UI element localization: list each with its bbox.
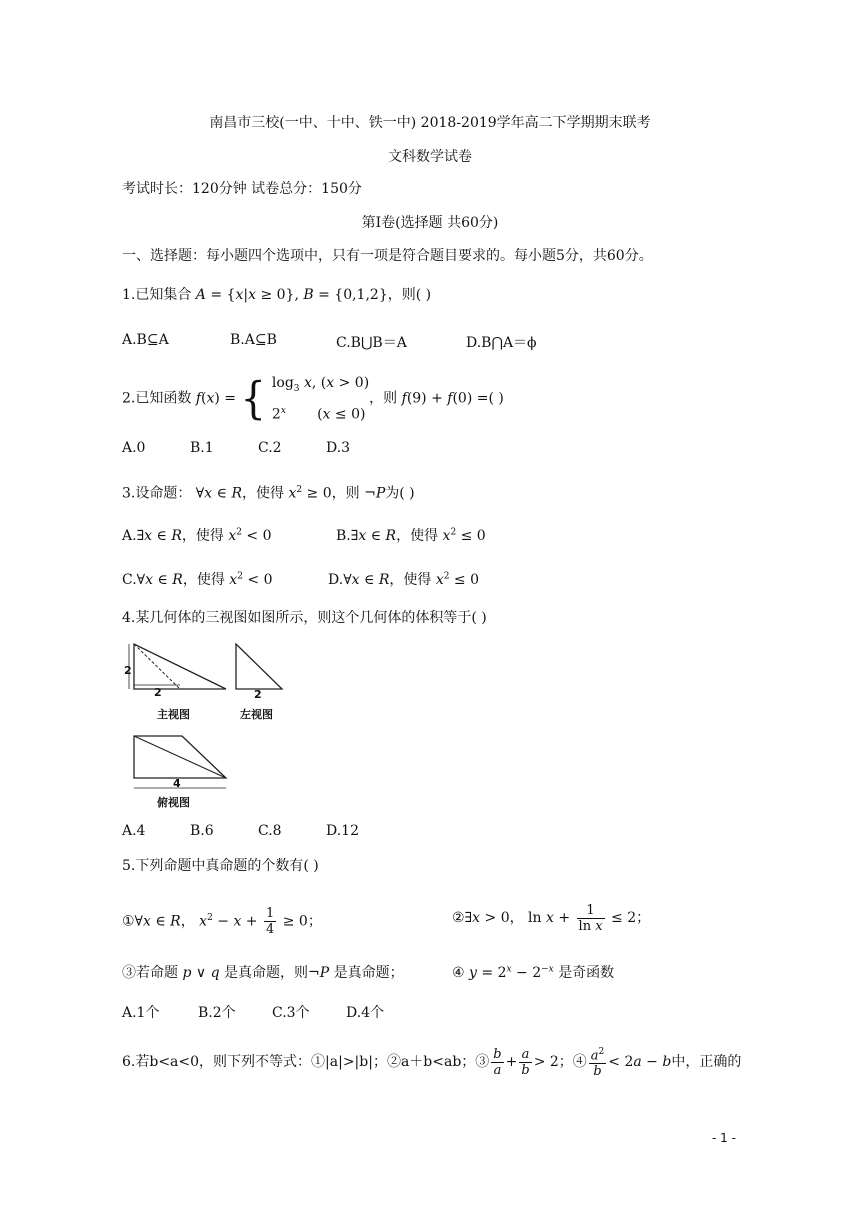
q2-option-c: C.2	[258, 440, 282, 456]
question-3: 3.设命题： ∀x ∈ R，使得 $x^2 \ge 0$，则 ¬P为( )	[122, 485, 415, 502]
caption-top-view: 俯视图	[157, 796, 190, 809]
q3-tail: 为( )	[385, 485, 415, 502]
q1-option-b: B.A⊆B	[230, 332, 277, 348]
q5-item-3: ③若命题 p ∨ q 是真命题，则¬P 是真命题；	[122, 965, 404, 981]
q5-option-b: B.2个	[198, 1005, 236, 1021]
question-6: 6.若b<a<0，则下列不等式：①|a|>|b|；②a＋b<ab；③ $\frac{b}{a}$ + $\frac{a}{b}$ > 2；④ $\frac{a^2}{b}$ < 2a − b中，正确的	[122, 1046, 742, 1080]
page-number: - 1 -	[712, 1131, 736, 1145]
q2-cases: $\log_3 x$, (x > 0) 2$^x$ (x ≤ 0)	[271, 375, 370, 423]
q1-prefix: 1.已知集合	[122, 287, 192, 303]
q3-option-c: C.∀x ∈ R，使得 $x^2 < 0$	[122, 571, 273, 588]
three-view-figure	[122, 638, 292, 813]
q2-option-d: D.3	[326, 440, 351, 456]
q1-set-formula: A	[191, 287, 206, 303]
section-heading: 第Ⅰ卷(选择题 共60分)	[361, 215, 499, 231]
front-view	[129, 644, 226, 689]
q1-suffix: ，则( )	[387, 287, 432, 303]
q2-option-b: B.1	[190, 440, 214, 456]
question-2: 2.已知函数 f(x) = { $\log_3 x$, (x > 0) 2$^x$ (x ≤ 0) ，则 f(9) + f(0) =( )	[122, 373, 504, 425]
question-4: 4.某几何体的三视图如图所示，则这个几何体的体积等于( )	[122, 610, 487, 626]
dim-top-width: 4	[173, 777, 181, 790]
caption-side-view: 左视图	[240, 708, 273, 721]
q3-option-d: D.∀x ∈ R，使得 $x^2 \le 0$	[328, 571, 479, 588]
q5-item-1: ①∀x ∈ R， $x^2 - x$ + $\frac{1}{4}$ ≥ 0；	[122, 906, 322, 938]
q4-option-c: C.8	[258, 823, 282, 839]
q3-option-b: B.∃x ∈ R，使得 $x^2 \le 0$	[336, 527, 486, 544]
question-5: 5.下列命题中真命题的个数有( )	[122, 858, 319, 874]
dim-side-width: 2	[254, 688, 262, 701]
q3-option-a: A.∃x ∈ R，使得 $x^2 < 0$	[122, 527, 272, 544]
q2-prefix: 2.已知函数	[122, 390, 192, 407]
q4-option-d: D.12	[326, 823, 359, 839]
side-view	[236, 644, 282, 689]
q5-item-4: ④ $y = 2^x - 2^{-x}$ 是奇函数	[452, 964, 615, 981]
q2-suffix: ，则	[369, 390, 398, 407]
q1-option-c: C.B⋃B＝A	[336, 335, 407, 351]
question-1: 1.已知集合 A = {x|x ≥ 0}, B = {0,1,2}，则( )	[122, 287, 432, 303]
q2-function: f	[195, 390, 201, 407]
q5-item-2: ②∃x > 0， ln x + $\frac{1}{\text{ln x}}$ ≤ 2；	[452, 902, 651, 934]
q1-option-a: A.B⊆A	[122, 332, 169, 348]
q3-suffix: ，则	[331, 485, 360, 502]
q2-tail: ( )	[488, 390, 504, 407]
q5-option-a: A.1个	[122, 1005, 160, 1021]
q3-mid: ，使得	[241, 485, 284, 502]
q3-prefix: 3.设命题：	[122, 485, 192, 502]
dim-front-width: 2	[154, 686, 162, 699]
exam-info: 考试时长：120分钟 试卷总分：150分	[122, 181, 362, 197]
q4-option-b: B.6	[190, 823, 214, 839]
caption-front-view: 主视图	[157, 708, 190, 721]
q5-option-c: C.3个	[272, 1005, 310, 1021]
q5-option-d: D.4个	[346, 1005, 385, 1021]
exam-title: 南昌市三校(一中、十中、铁一中) 2018-2019学年高二下学期期末联考	[209, 115, 651, 131]
q2-brace: {	[240, 373, 266, 425]
q2-option-a: A.0	[122, 440, 146, 456]
q1-option-d: D.B⋂A＝ϕ	[466, 335, 537, 351]
instructions: 一、选择题：每小题四个选项中，只有一项是符合题目要求的。每小题5分，共60分。	[122, 248, 653, 264]
dim-front-height: 2	[124, 664, 132, 677]
exam-subtitle: 文科数学试卷	[388, 149, 472, 165]
q4-option-a: A.4	[122, 823, 146, 839]
